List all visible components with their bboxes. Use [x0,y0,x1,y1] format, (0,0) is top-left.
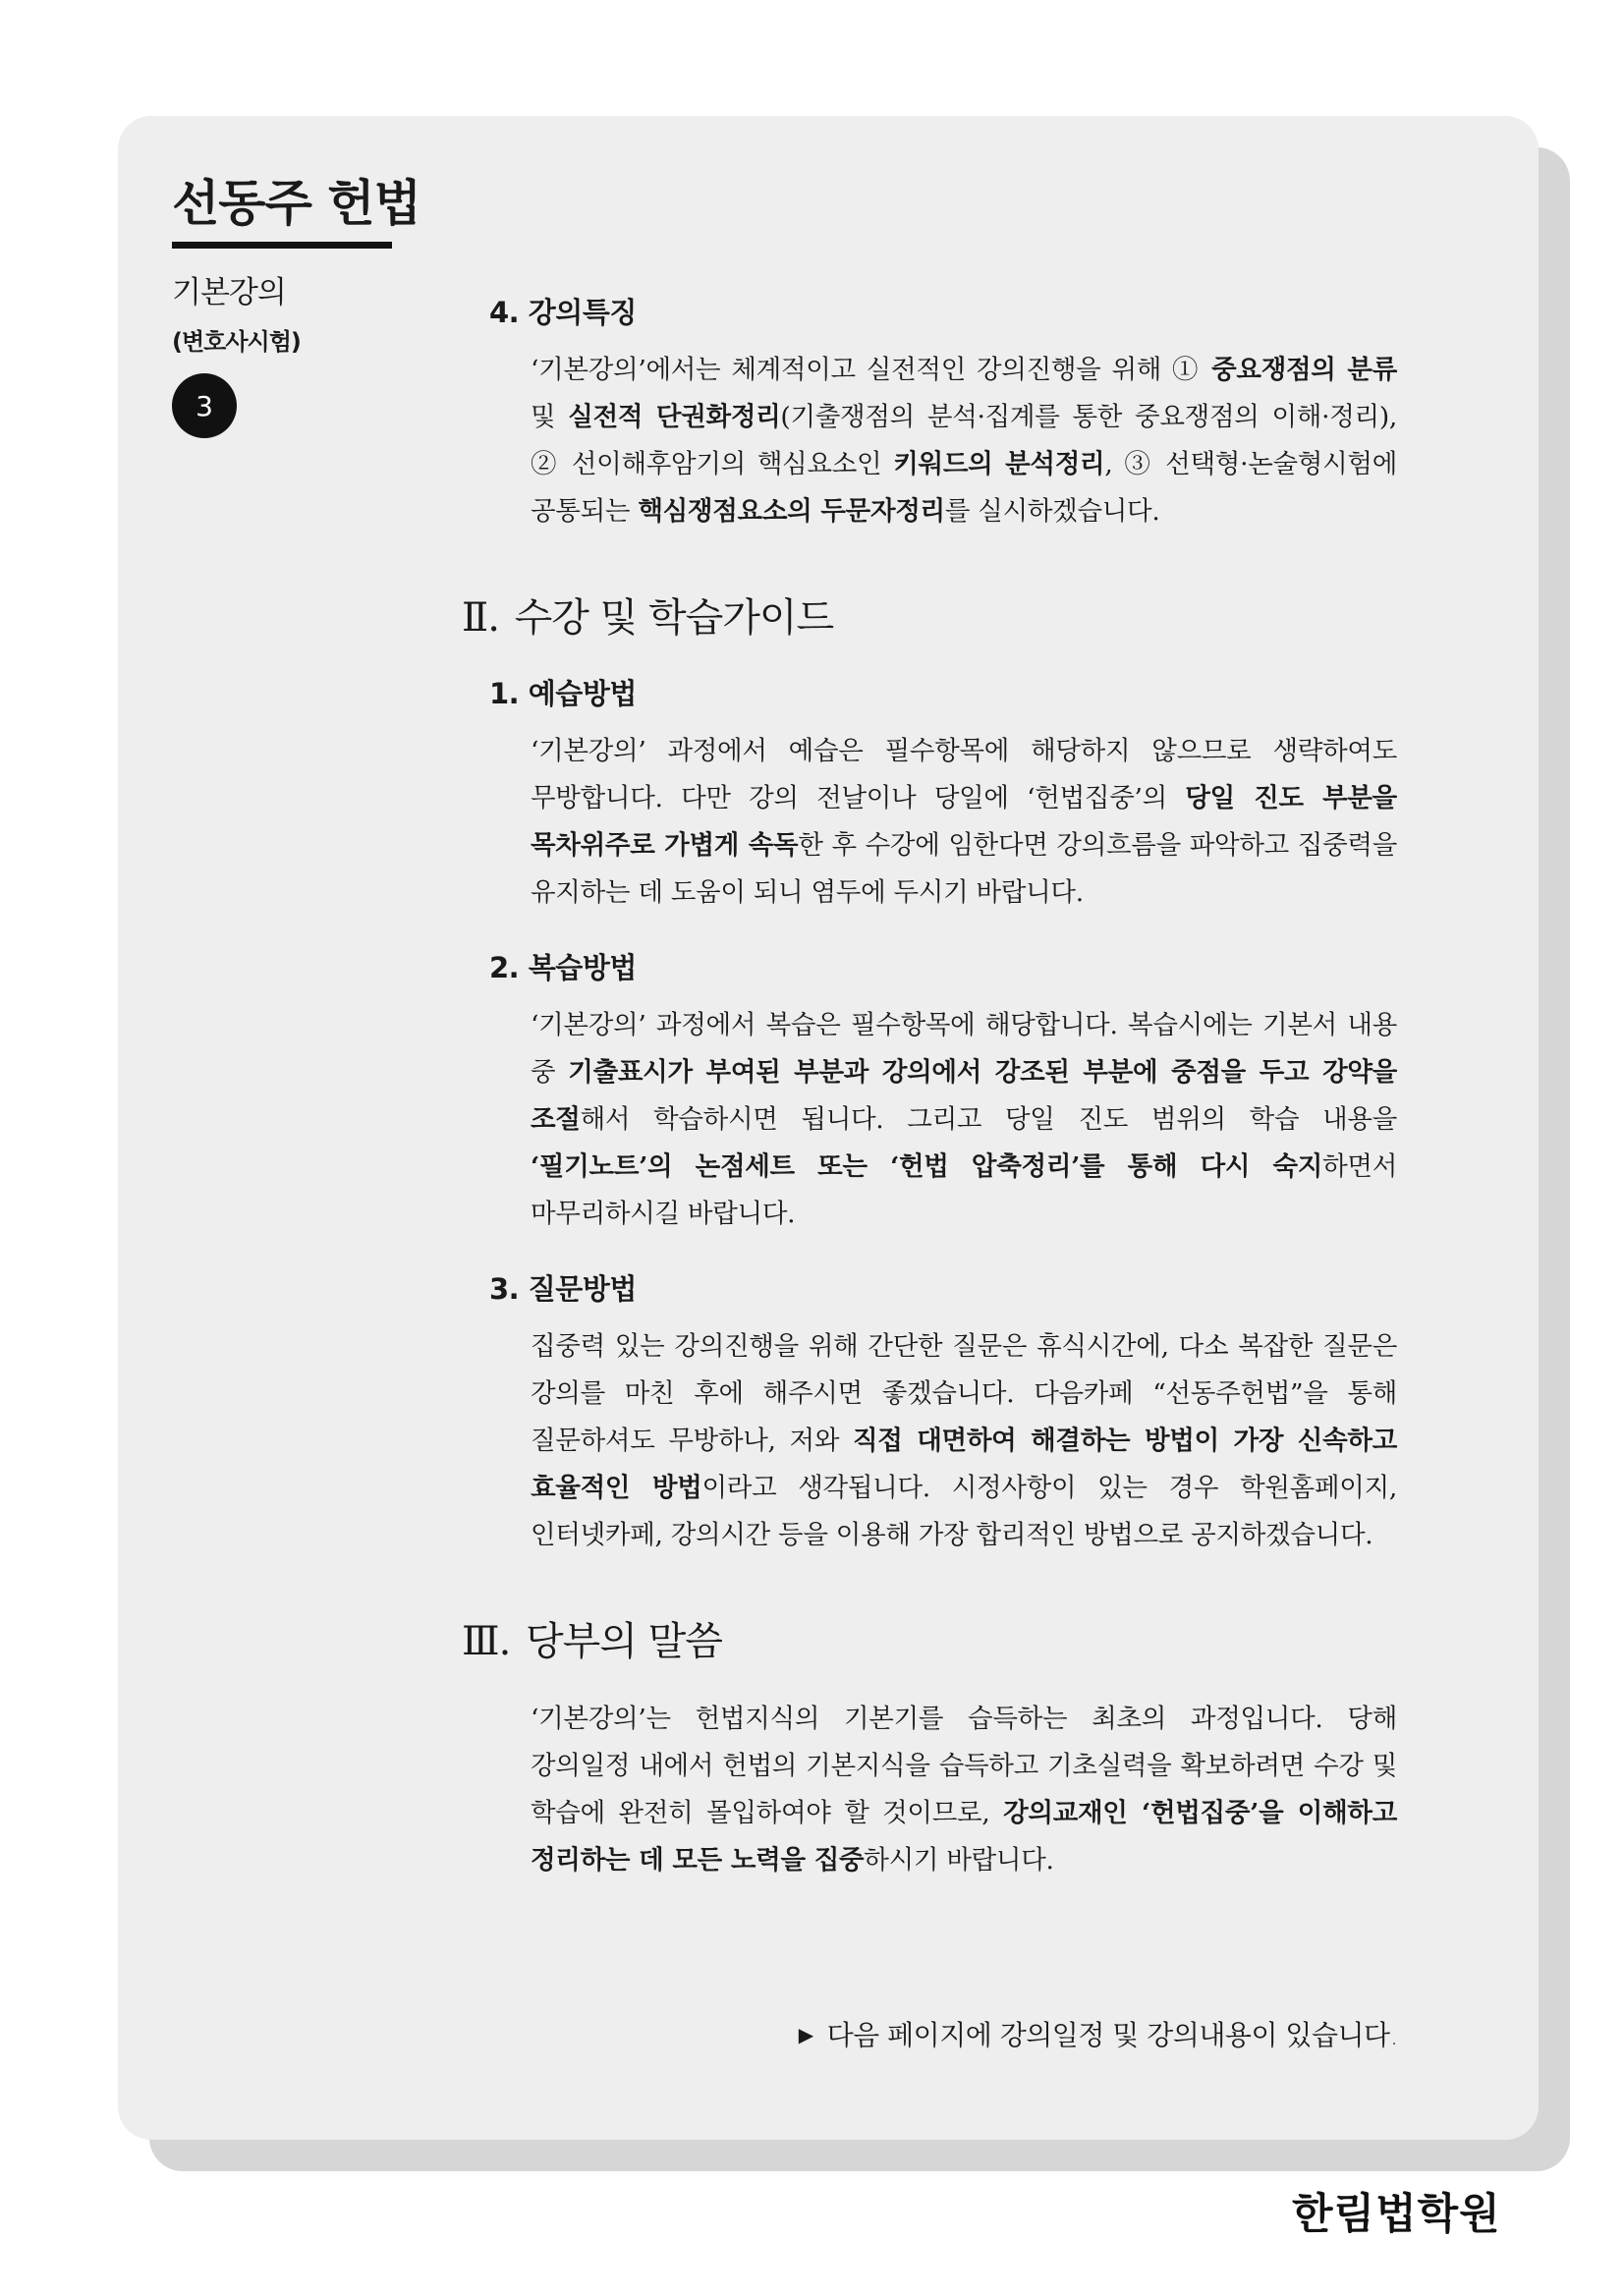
course-subtitle: 기본강의 [172,275,286,310]
exam-label: (변호사시험) [172,328,301,356]
triangle-right-icon: ▶ [798,2023,813,2046]
paragraph-features: ‘기본강의’에서는 체계적이고 실전적인 강의진행을 위해 ① 중요쟁점의 분류 및 실전적 단권화정리(기출쟁점의 분석·집계를 통한 중요쟁점의 이해·정리), ② 선이해후암기의 핵심요소인 키워드의 분석정리, ③ 선택형·논술형시험에 공통되는 핵심쟁점요소의 두문자정리를 실시하겠습니다. [531,355,1397,527]
section-heading-advice: Ⅲ. 당부의 말씀 [462,1619,722,1664]
section-heading-guide: Ⅱ. 수강 및 학습가이드 [462,595,834,641]
paragraph-preview: ‘기본강의’ 과정에서 예습은 필수항목에 해당하지 않으므로 생략하여도 무방합니다. 다만 강의 전날이나 당일에 ‘헌법집중’의 당일 진도 부분을 목차위주로 가볍게 속독한 후 수강에 임한다면 강의흐름을 파악하고 집중력을 유지하는 데 도움이 되니 염두에 두시기 바랍니다. [531,736,1398,908]
subheading-questions: 3. 질문방법 [489,1272,637,1306]
paragraph-review: ‘기본강의’ 과정에서 복습은 필수항목에 해당합니다. 복습시에는 기본서 내용 중 기출표시가 부여된 부분과 강의에서 강조된 부분에 중점을 두고 강약을 조절해서 학습하시면 됩니다. 그리고 당일 진도 범위의 학습 내용을 ‘필기노트’의 논점세트 또는 ‘헌법 압축정리’를 통해 다시 숙지하면서 마무리하시길 바랍니다. [531,1010,1397,1229]
subheading-features: 4. 강의특징 [489,296,637,329]
paragraph-questions: 집중력 있는 강의진행을 위해 간단한 질문은 휴식시간에, 다소 복잡한 질문은 강의를 마친 후에 해주시면 좋겠습니다. 다음카페 “선동주헌법”을 통해 질문하셔도 무방하나, 저와 직접 대면하여 해결하는 방법이 가장 신속하고 효율적인 방법이라고 생각됩니다. 시정사항이 있는 경우 학원홈페이지, 인터넷카페, 강의시간 등을 이용해 가장 합리적인 방법으로 공지하겠습니다. [531,1331,1397,1550]
paragraph-advice: ‘기본강의’는 헌법지식의 기본기를 습득하는 최초의 과정입니다. 당해 강의일정 내에서 헌법의 기본지식을 습득하고 기초실력을 확보하려면 수강 및 학습에 완전히 몰입하여야 할 것이므로, 강의교재인 ‘헌법집중’을 이해하고 정리하는 데 모든 노력을 집중하시기 바랍니다. [531,1704,1398,1876]
academy-logo: 한림법학원 [1292,2190,1501,2239]
course-title: 선동주 헌법 [172,175,420,232]
next-page-note: ▶ 다음 페이지에 강의일정 및 강의내용이 있습니다. [798,2019,1398,2051]
page-number-badge: 3 [172,373,237,438]
title-underline [172,242,392,249]
subheading-preview: 1. 예습방법 [489,677,637,710]
main-content [462,291,1405,1884]
subheading-review: 2. 복습방법 [489,951,637,984]
